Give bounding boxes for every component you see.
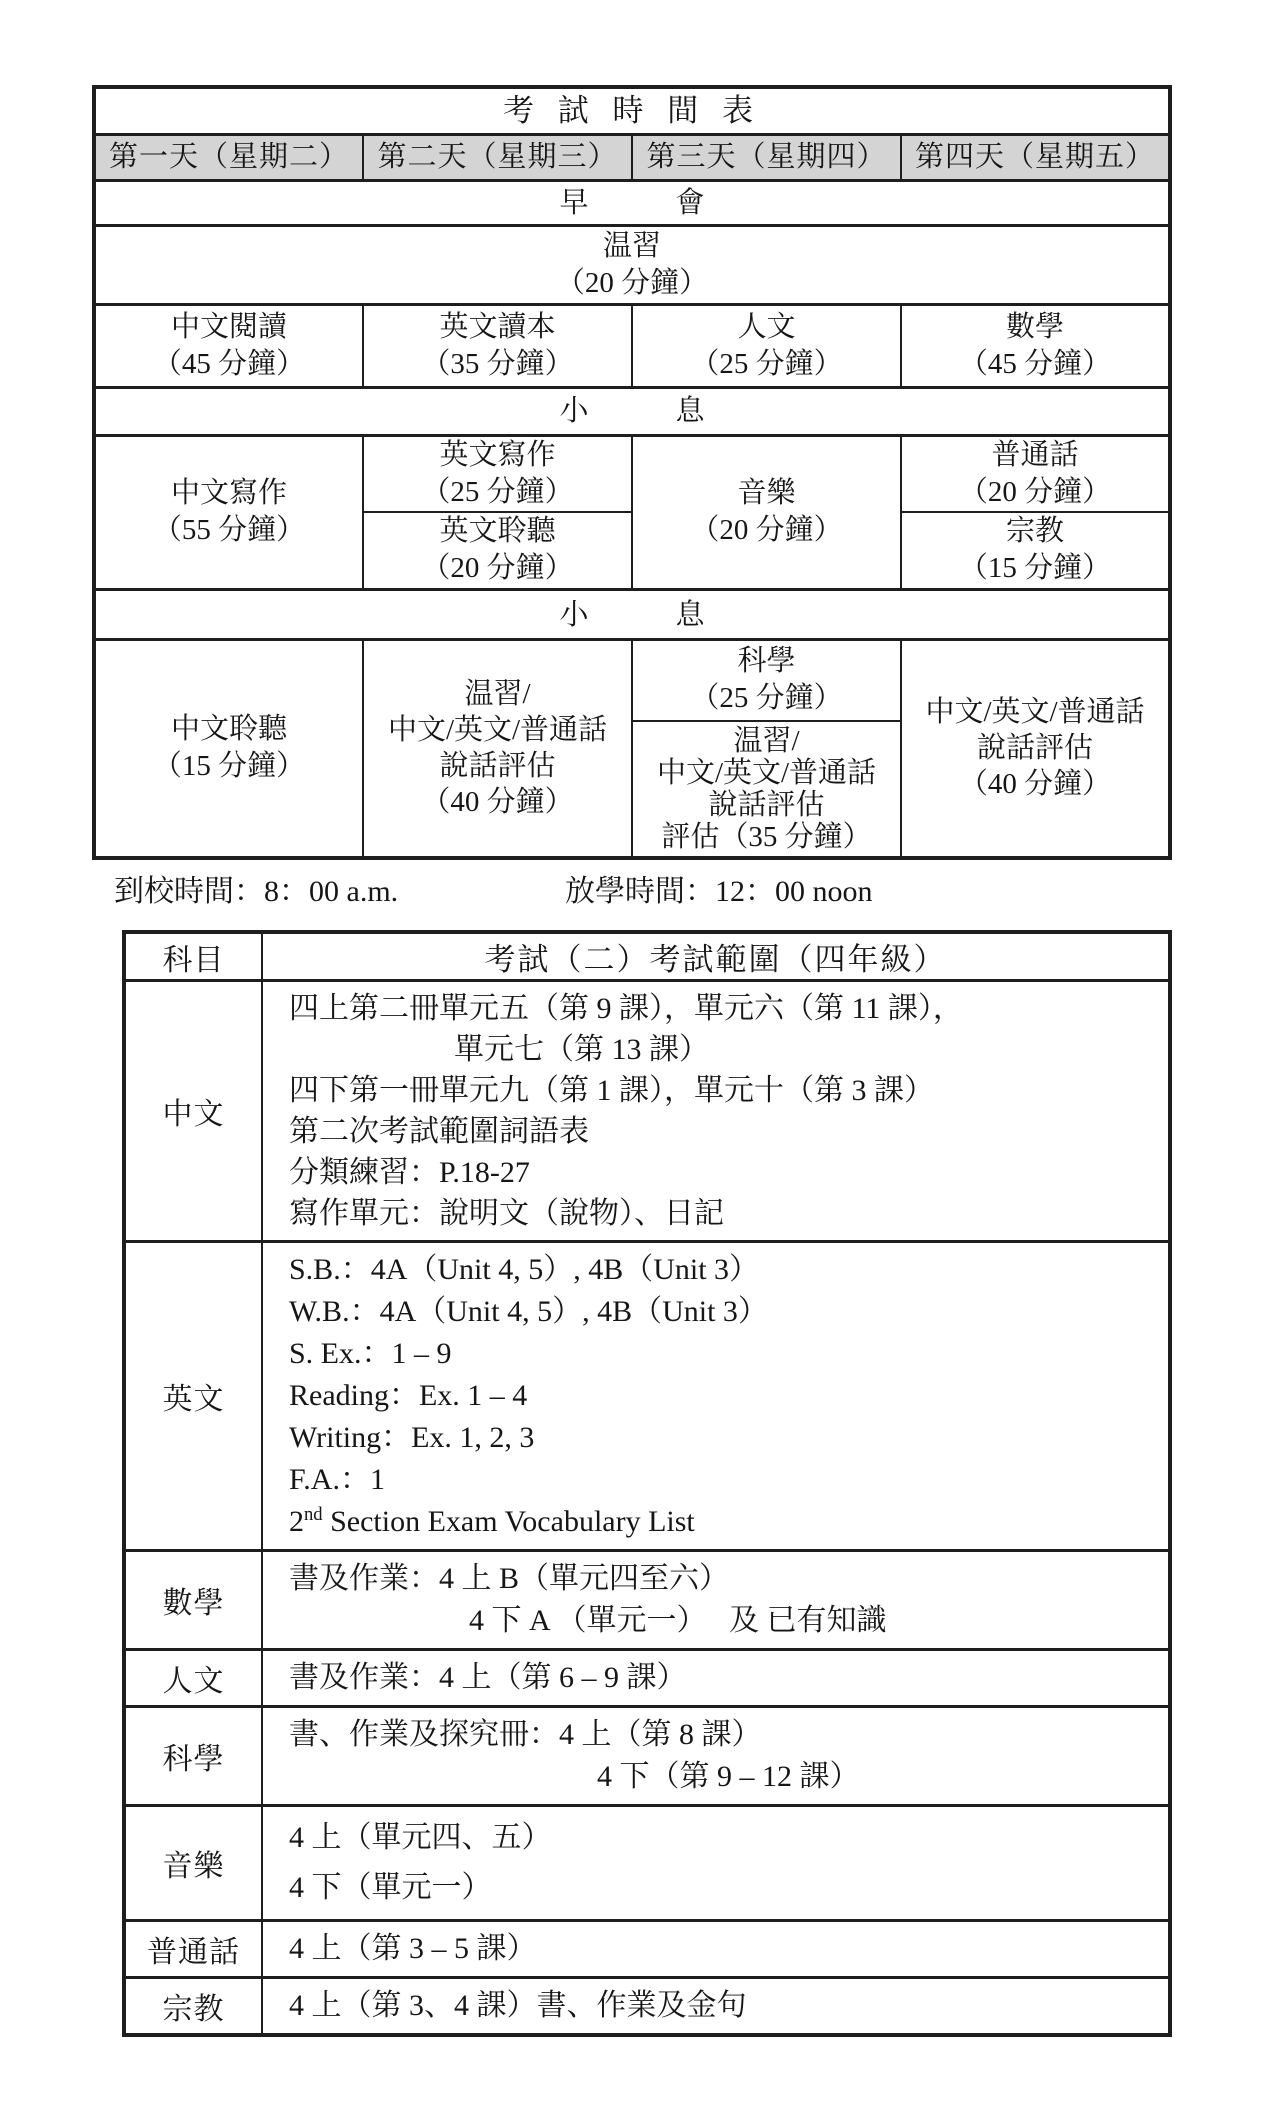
scope-content-english bbox=[262, 1242, 1170, 1551]
scope-line: 書及作業：4 上（第 6 – 9 課） bbox=[289, 1661, 687, 1694]
assessment-line: 温習/ bbox=[733, 724, 800, 757]
vocab-ordinal: nd bbox=[304, 1504, 323, 1525]
assessment-line: 說話評估 bbox=[708, 788, 825, 821]
assessment-line: 說話評估 bbox=[976, 732, 1093, 765]
exam-cell-religion bbox=[901, 512, 1170, 590]
exam-name: 人文 bbox=[737, 310, 796, 343]
timetable-title: 考 試 時 間 表 bbox=[94, 87, 1170, 134]
exam-cell-humanities bbox=[632, 304, 901, 387]
scope-content-music bbox=[262, 1806, 1170, 1921]
assessment-line: 中文/英文/普通話 bbox=[387, 714, 608, 747]
exam-duration: （25 分鐘） bbox=[421, 475, 574, 508]
scope-line: 4 上（第 3、4 課）書、作業及金句 bbox=[289, 1989, 747, 2022]
exam-name: 中文閱讀 bbox=[170, 310, 287, 343]
scope-row-music bbox=[124, 1806, 1170, 1921]
scope-line: S. Ex.：1 – 9 bbox=[289, 1337, 452, 1370]
scope-line: 四下第一冊單元九（第 1 課），單元十（第 3 課） bbox=[289, 1074, 934, 1107]
exam-cell-chinese-reading bbox=[94, 304, 363, 387]
scope-line: 4 上（單元四、五） bbox=[289, 1821, 552, 1854]
arrival-time: 到校時間：8：00 a.m. bbox=[114, 875, 399, 908]
scope-row-english bbox=[124, 1242, 1170, 1551]
revision-duration: （20 分鐘） bbox=[555, 266, 709, 299]
exam-duration: （20 分鐘） bbox=[690, 514, 843, 547]
exam-cell-english-listening bbox=[363, 512, 632, 590]
exam-cell-english-writing bbox=[363, 435, 632, 512]
recess-cell-1: 小 息 bbox=[94, 387, 1170, 435]
scope-line: S.B.：4A（Unit 4, 5）, 4B（Unit 3） bbox=[289, 1253, 760, 1286]
exam-duration: （55 分鐘） bbox=[152, 514, 306, 547]
subject-cell-music: 音樂 bbox=[124, 1806, 262, 1921]
vocab-num: 2 bbox=[289, 1505, 304, 1538]
scope-line: Reading：Ex. 1 – 4 bbox=[289, 1379, 528, 1412]
scope-row-science bbox=[124, 1707, 1170, 1806]
scope-row-humanities bbox=[124, 1650, 1170, 1707]
scope-row-putonghua bbox=[124, 1921, 1170, 1978]
day-header-2: 第二天（星期三） bbox=[363, 134, 632, 180]
scope-line: 4 下（第 9 – 12 課） bbox=[597, 1760, 860, 1793]
assessment-cell-day4 bbox=[901, 640, 1170, 858]
assessment-cell-day3 bbox=[632, 721, 901, 858]
subject-cell-chinese: 中文 bbox=[124, 981, 262, 1242]
exam-cell-science bbox=[632, 640, 901, 721]
exam-duration: （20 分鐘） bbox=[421, 552, 574, 585]
exam-duration: （15 分鐘） bbox=[958, 552, 1112, 585]
dismissal-time: 放學時間：12：00 noon bbox=[565, 875, 873, 908]
assessment-line: 中文/英文/普通話 bbox=[925, 696, 1145, 729]
assessment-line: （40 分鐘） bbox=[421, 786, 574, 819]
exam-duration: （35 分鐘） bbox=[421, 347, 574, 380]
scope-row-maths bbox=[124, 1551, 1170, 1650]
revision-name: 温習 bbox=[602, 229, 661, 262]
revision-cell bbox=[94, 225, 1170, 304]
subject-cell-maths: 數學 bbox=[124, 1551, 262, 1650]
exam-duration: （20 分鐘） bbox=[958, 475, 1112, 508]
scope-line: 書、作業及探究冊：4 上（第 8 課） bbox=[289, 1718, 762, 1751]
assessment-line: 温習/ bbox=[464, 678, 531, 711]
assessment-line: （40 分鐘） bbox=[958, 768, 1112, 801]
scope-line: 四上第二冊單元五（第 9 課），單元六（第 11 課）， bbox=[289, 992, 963, 1025]
assembly-cell: 早 會 bbox=[94, 180, 1170, 225]
recess-cell-2: 小 息 bbox=[94, 590, 1170, 640]
exam-name: 科學 bbox=[737, 645, 796, 678]
exam-name: 英文讀本 bbox=[439, 310, 556, 343]
assessment-line: 中文/英文/普通話 bbox=[656, 756, 877, 789]
assessment-line: 評估（35 分鐘） bbox=[661, 820, 872, 853]
exam-duration: （45 分鐘） bbox=[958, 347, 1112, 380]
scope-content-maths bbox=[262, 1551, 1170, 1650]
scope-line: 4 上（第 3 – 5 課） bbox=[289, 1932, 537, 1965]
scope-line: 分類練習：P.18-27 bbox=[289, 1156, 530, 1189]
scope-line: 寫作單元：說明文（說物）、日記 bbox=[289, 1197, 724, 1230]
scope-header-title: 考試（二）考試範圍（四年級） bbox=[262, 932, 1170, 981]
subject-cell-religion: 宗教 bbox=[124, 1978, 262, 2036]
subject-cell-putonghua: 普通話 bbox=[124, 1921, 262, 1978]
scope-content-religion bbox=[262, 1978, 1170, 2036]
exam-cell-maths bbox=[901, 304, 1170, 387]
scope-line: F.A.：1 bbox=[289, 1463, 385, 1496]
exam-name: 英文聆聽 bbox=[439, 515, 556, 548]
exam-cell-chinese-writing bbox=[94, 435, 363, 590]
scope-header-subject: 科目 bbox=[124, 932, 262, 981]
english-vocab-line bbox=[289, 1501, 1156, 1543]
subject-cell-english: 英文 bbox=[124, 1242, 262, 1551]
exam-name: 中文聆聽 bbox=[170, 713, 287, 746]
subject-cell-humanities: 人文 bbox=[124, 1650, 262, 1707]
exam-name: 普通話 bbox=[991, 438, 1079, 471]
exam-timetable-table bbox=[92, 85, 1172, 860]
exam-duration: （15 分鐘） bbox=[152, 750, 306, 783]
scope-line: 第二次考試範圍詞語表 bbox=[289, 1115, 589, 1148]
assessment-line: 說話評估 bbox=[439, 750, 556, 783]
vocab-text: Section Exam Vocabulary List bbox=[322, 1505, 695, 1538]
scope-row-chinese bbox=[124, 981, 1170, 1242]
exam-name: 中文寫作 bbox=[170, 477, 287, 510]
day-header-3: 第三天（星期四） bbox=[632, 134, 901, 180]
scope-line: W.B.：4A（Unit 4, 5）, 4B（Unit 3） bbox=[289, 1295, 768, 1328]
exam-duration: （25 分鐘） bbox=[690, 347, 843, 380]
scope-content-chinese bbox=[262, 981, 1170, 1242]
scope-content-science bbox=[262, 1707, 1170, 1806]
exam-name: 數學 bbox=[1005, 310, 1064, 343]
scope-row-religion bbox=[124, 1978, 1170, 2036]
scope-content-humanities bbox=[262, 1650, 1170, 1707]
exam-name: 英文寫作 bbox=[439, 438, 556, 471]
scope-line: 書及作業：4 上 B（單元四至六） bbox=[289, 1562, 730, 1595]
scope-line: Writing：Ex. 1, 2, 3 bbox=[289, 1421, 535, 1454]
exam-cell-english-reader bbox=[363, 304, 632, 387]
exam-cell-putonghua bbox=[901, 435, 1170, 512]
exam-name: 宗教 bbox=[1005, 515, 1064, 548]
assessment-cell-day2 bbox=[363, 640, 632, 858]
scope-line: 單元七（第 13 課） bbox=[454, 1033, 709, 1066]
day-header-1: 第一天（星期二） bbox=[94, 134, 363, 180]
exam-duration: （45 分鐘） bbox=[152, 347, 306, 380]
exam-name: 音樂 bbox=[737, 477, 796, 510]
exam-duration: （25 分鐘） bbox=[690, 682, 843, 715]
exam-cell-chinese-listening bbox=[94, 640, 363, 858]
exam-cell-music bbox=[632, 435, 901, 590]
scope-line: 4 下（單元一） bbox=[289, 1871, 492, 1904]
day-header-4: 第四天（星期五） bbox=[901, 134, 1170, 180]
scope-line: 4 下 A （單元一） 及 已有知識 bbox=[469, 1604, 887, 1637]
scope-content-putonghua bbox=[262, 1921, 1170, 1978]
exam-scope-table bbox=[122, 930, 1172, 2037]
subject-cell-science: 科學 bbox=[124, 1707, 262, 1806]
